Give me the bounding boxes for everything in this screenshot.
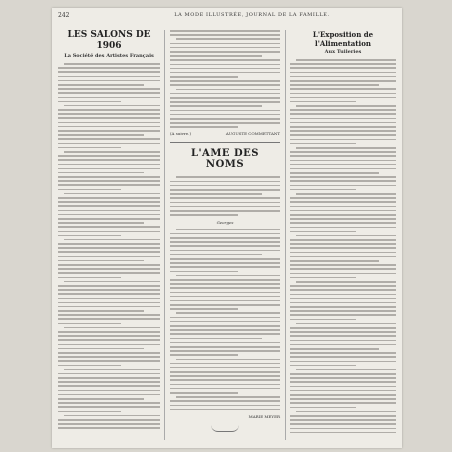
text-line — [170, 266, 280, 268]
text-line — [58, 314, 160, 316]
left-article — [58, 30, 160, 440]
text-line — [170, 296, 280, 298]
text-line — [290, 365, 356, 367]
divider-rule — [170, 142, 280, 143]
text-line — [290, 390, 396, 392]
text-line — [58, 172, 144, 174]
text-line — [290, 80, 396, 82]
text-line — [176, 176, 280, 178]
text-line — [58, 235, 121, 237]
text-line — [58, 210, 160, 212]
text-line — [58, 247, 160, 249]
text-line — [290, 264, 396, 266]
text-line — [290, 214, 396, 216]
text-line — [290, 289, 396, 291]
author-name: AUGUSTE COMMETTANT — [225, 130, 280, 136]
text-line — [170, 308, 238, 310]
text-line — [290, 227, 396, 229]
text-line — [170, 43, 280, 45]
text-line — [58, 243, 160, 245]
text-line — [290, 402, 396, 404]
text-line — [170, 283, 280, 285]
column-divider — [164, 30, 165, 440]
text-line — [290, 93, 396, 95]
text-line — [170, 72, 280, 74]
text-line — [58, 385, 160, 387]
text-line — [58, 323, 121, 325]
text-line — [290, 407, 356, 409]
text-line — [58, 302, 160, 304]
text-line — [290, 273, 396, 275]
text-line — [58, 113, 160, 115]
text-line — [176, 38, 280, 40]
text-line — [58, 402, 160, 404]
text-line — [176, 396, 280, 398]
text-line — [58, 260, 144, 262]
text-line — [58, 381, 160, 383]
text-line — [290, 151, 396, 153]
text-line — [170, 262, 280, 264]
text-line — [176, 275, 280, 277]
text-line — [170, 47, 280, 49]
text-line — [290, 243, 396, 245]
text-line — [170, 30, 280, 32]
text-line — [290, 310, 396, 312]
text-line — [290, 331, 396, 333]
text-line — [290, 285, 396, 287]
text-line — [170, 114, 280, 116]
text-line — [290, 63, 396, 65]
text-line — [58, 101, 121, 103]
text-line — [170, 122, 280, 124]
text-line — [58, 256, 160, 258]
text-line — [170, 245, 280, 247]
text-line — [296, 105, 396, 107]
text-line — [170, 84, 280, 86]
text-line — [64, 281, 160, 283]
text-line — [290, 101, 356, 103]
text-line — [290, 168, 396, 170]
text-line — [290, 72, 396, 74]
text-line — [170, 193, 262, 195]
text-line — [170, 101, 280, 103]
text-line — [170, 292, 280, 294]
text-line — [176, 89, 280, 91]
text-line — [58, 285, 160, 287]
text-line — [170, 400, 280, 402]
text-line — [58, 122, 160, 124]
text-line — [290, 252, 396, 254]
text-line — [58, 411, 121, 413]
text-line — [58, 67, 160, 69]
text-line — [290, 294, 396, 296]
text-line — [58, 71, 160, 73]
text-line — [290, 67, 396, 69]
text-line — [170, 379, 280, 381]
text-line — [290, 201, 396, 203]
tail-ornament — [211, 425, 239, 432]
right-article — [290, 30, 396, 440]
text-line — [58, 394, 160, 396]
text-line — [58, 377, 160, 379]
text-line — [170, 185, 280, 187]
middle-article-body — [170, 229, 280, 411]
text-line — [290, 239, 396, 241]
newspaper-page — [52, 8, 402, 448]
text-line — [58, 205, 160, 207]
text-line — [170, 388, 280, 390]
text-line — [296, 323, 396, 325]
text-line — [58, 88, 160, 90]
text-line — [170, 210, 280, 212]
text-line — [58, 272, 160, 274]
column-divider — [285, 30, 286, 440]
text-line — [170, 258, 280, 260]
running-head — [52, 12, 402, 22]
text-line — [170, 329, 280, 331]
text-line — [290, 319, 356, 321]
text-line — [58, 143, 160, 145]
text-line — [64, 415, 160, 417]
text-line — [290, 160, 396, 162]
text-line — [170, 338, 262, 340]
text-line — [170, 34, 280, 36]
text-line — [170, 271, 238, 273]
text-line — [170, 363, 280, 365]
text-line — [170, 367, 280, 369]
text-line — [58, 226, 160, 228]
text-line — [170, 375, 280, 377]
text-line — [58, 310, 144, 312]
text-line — [58, 138, 160, 140]
text-line — [290, 256, 396, 258]
text-line — [290, 377, 396, 379]
page-number: 242 — [58, 12, 70, 19]
text-line — [290, 381, 396, 383]
text-line — [290, 386, 396, 388]
text-line — [170, 371, 280, 373]
text-line — [170, 354, 238, 356]
text-line — [58, 406, 160, 408]
text-line — [290, 88, 396, 90]
text-line — [58, 134, 144, 136]
text-line — [290, 348, 379, 350]
text-line — [290, 340, 396, 342]
text-line — [170, 64, 280, 66]
text-line — [290, 423, 396, 425]
text-line — [170, 405, 280, 407]
left-article-body — [58, 63, 160, 429]
text-line — [170, 55, 262, 57]
text-line — [170, 93, 280, 95]
text-line — [290, 302, 396, 304]
text-line — [176, 359, 280, 361]
text-line — [58, 423, 160, 425]
section-heading: Georges — [216, 219, 234, 225]
text-line — [58, 222, 144, 224]
text-line — [58, 231, 160, 233]
middle-continued-body — [170, 30, 280, 128]
text-line — [290, 164, 396, 166]
text-line — [58, 168, 160, 170]
text-line — [290, 277, 356, 279]
text-line — [170, 233, 280, 235]
text-line — [58, 80, 160, 82]
text-line — [290, 352, 396, 354]
text-line — [58, 109, 160, 111]
text-line — [290, 210, 396, 212]
text-line — [290, 134, 396, 136]
text-line — [58, 318, 160, 320]
text-line — [58, 289, 160, 291]
text-line — [58, 419, 160, 421]
text-line — [58, 251, 160, 253]
text-line — [290, 172, 379, 174]
text-line — [290, 260, 379, 262]
text-line — [296, 369, 396, 371]
text-line — [290, 247, 396, 249]
text-line — [170, 333, 280, 335]
text-line — [290, 428, 396, 430]
text-line — [290, 76, 396, 78]
text-line — [58, 335, 160, 337]
text-line — [170, 317, 280, 319]
text-line — [290, 176, 396, 178]
text-line — [58, 214, 160, 216]
text-line — [58, 348, 144, 350]
text-line — [170, 241, 280, 243]
text-line — [290, 419, 396, 421]
text-line — [296, 281, 396, 283]
text-line — [58, 264, 160, 266]
text-line — [290, 130, 396, 132]
text-line — [290, 139, 396, 141]
text-line — [290, 206, 396, 208]
text-line — [290, 118, 396, 120]
text-line — [64, 193, 160, 195]
text-line — [58, 159, 160, 161]
text-line — [170, 80, 280, 82]
text-line — [290, 97, 396, 99]
text-line — [170, 214, 238, 216]
text-line — [290, 113, 396, 115]
text-line — [58, 390, 160, 392]
text-line — [290, 432, 396, 434]
text-line — [170, 287, 280, 289]
text-line — [170, 254, 262, 256]
text-line — [290, 298, 396, 300]
text-line — [58, 164, 160, 166]
right-article-body — [290, 59, 396, 433]
text-line — [290, 361, 396, 363]
text-line — [58, 130, 160, 132]
text-line — [170, 110, 280, 112]
to-be-continued: (A suivre.) — [170, 130, 191, 136]
text-line — [58, 84, 144, 86]
text-line — [58, 218, 160, 220]
text-line — [58, 189, 121, 191]
text-line — [170, 300, 280, 302]
text-line — [290, 394, 396, 396]
text-line — [64, 239, 160, 241]
text-line — [58, 373, 160, 375]
text-line — [290, 197, 396, 199]
text-line — [290, 222, 396, 224]
text-line — [170, 126, 238, 128]
text-line — [296, 411, 396, 413]
text-line — [290, 109, 396, 111]
text-line — [58, 126, 160, 128]
text-line — [170, 392, 238, 394]
text-line — [170, 346, 280, 348]
text-line — [58, 147, 121, 149]
text-line — [290, 122, 396, 124]
text-line — [58, 398, 144, 400]
text-line — [58, 356, 160, 358]
text-line — [58, 92, 160, 94]
text-line — [290, 84, 379, 86]
right-article-title: L'Exposition de l'Alimentation — [312, 30, 374, 48]
text-line — [58, 360, 160, 362]
text-line — [58, 277, 121, 279]
text-line — [64, 63, 160, 65]
text-line — [290, 126, 396, 128]
right-article-subtitle: Aux Tuileries — [324, 49, 362, 55]
text-line — [64, 105, 160, 107]
text-line — [58, 365, 121, 367]
text-line — [290, 231, 356, 233]
text-line — [170, 181, 280, 183]
text-line — [58, 197, 160, 199]
text-line — [170, 197, 280, 199]
continued-signature — [170, 131, 280, 136]
text-line — [170, 342, 280, 344]
text-line — [290, 180, 396, 182]
text-line — [296, 147, 396, 149]
text-line — [170, 189, 280, 191]
text-line — [290, 185, 396, 187]
text-line — [170, 97, 280, 99]
text-line — [58, 331, 160, 333]
middle-article-title: L'AME DES NOMS — [190, 148, 260, 171]
text-line — [170, 118, 280, 120]
text-line — [58, 155, 160, 157]
text-line — [290, 314, 396, 316]
text-line — [290, 344, 396, 346]
text-line — [170, 202, 280, 204]
text-line — [58, 97, 160, 99]
text-line — [58, 76, 160, 78]
text-line — [58, 306, 160, 308]
text-line — [296, 235, 396, 237]
text-line — [170, 321, 280, 323]
text-line — [170, 206, 280, 208]
text-line — [170, 304, 280, 306]
text-line — [58, 344, 160, 346]
text-line — [58, 298, 160, 300]
text-line — [290, 356, 396, 358]
text-line — [170, 68, 280, 70]
text-line — [58, 176, 160, 178]
text-line — [58, 201, 160, 203]
text-line — [170, 59, 280, 61]
text-line — [170, 51, 280, 53]
text-line — [290, 398, 396, 400]
text-line — [58, 352, 160, 354]
article-signature: MARIE MEYER — [248, 414, 280, 420]
text-line — [290, 373, 396, 375]
text-line — [58, 427, 160, 429]
middle-article-intro — [170, 176, 280, 215]
text-line — [64, 327, 160, 329]
text-line — [64, 369, 160, 371]
left-article-subtitle: La Société des Artistes Français — [64, 53, 154, 59]
journal-title: LA MODE ILLUSTRÉE, JOURNAL DE LA FAMILLE. — [174, 12, 330, 18]
text-line — [290, 155, 396, 157]
text-line — [58, 339, 160, 341]
text-line — [290, 189, 356, 191]
text-line — [58, 117, 160, 119]
text-line — [170, 76, 238, 78]
text-line — [176, 229, 280, 231]
text-line — [290, 327, 396, 329]
text-line — [58, 180, 160, 182]
text-line — [176, 312, 280, 314]
text-line — [170, 250, 280, 252]
text-line — [290, 143, 356, 145]
text-line — [296, 193, 396, 195]
text-line — [290, 306, 396, 308]
text-line — [170, 350, 280, 352]
text-line — [170, 409, 280, 411]
text-line — [170, 279, 280, 281]
text-line — [290, 335, 396, 337]
text-line — [290, 218, 396, 220]
text-line — [170, 105, 262, 107]
text-line — [58, 293, 160, 295]
text-line — [64, 151, 160, 153]
text-line — [170, 325, 280, 327]
text-line — [58, 184, 160, 186]
text-line — [58, 268, 160, 270]
text-line — [170, 384, 280, 386]
left-article-title: LES SALONS DE 1906 — [67, 30, 151, 51]
text-line — [170, 237, 280, 239]
text-line — [296, 59, 396, 61]
text-line — [290, 415, 396, 417]
middle-column — [170, 30, 280, 440]
text-line — [290, 268, 396, 270]
